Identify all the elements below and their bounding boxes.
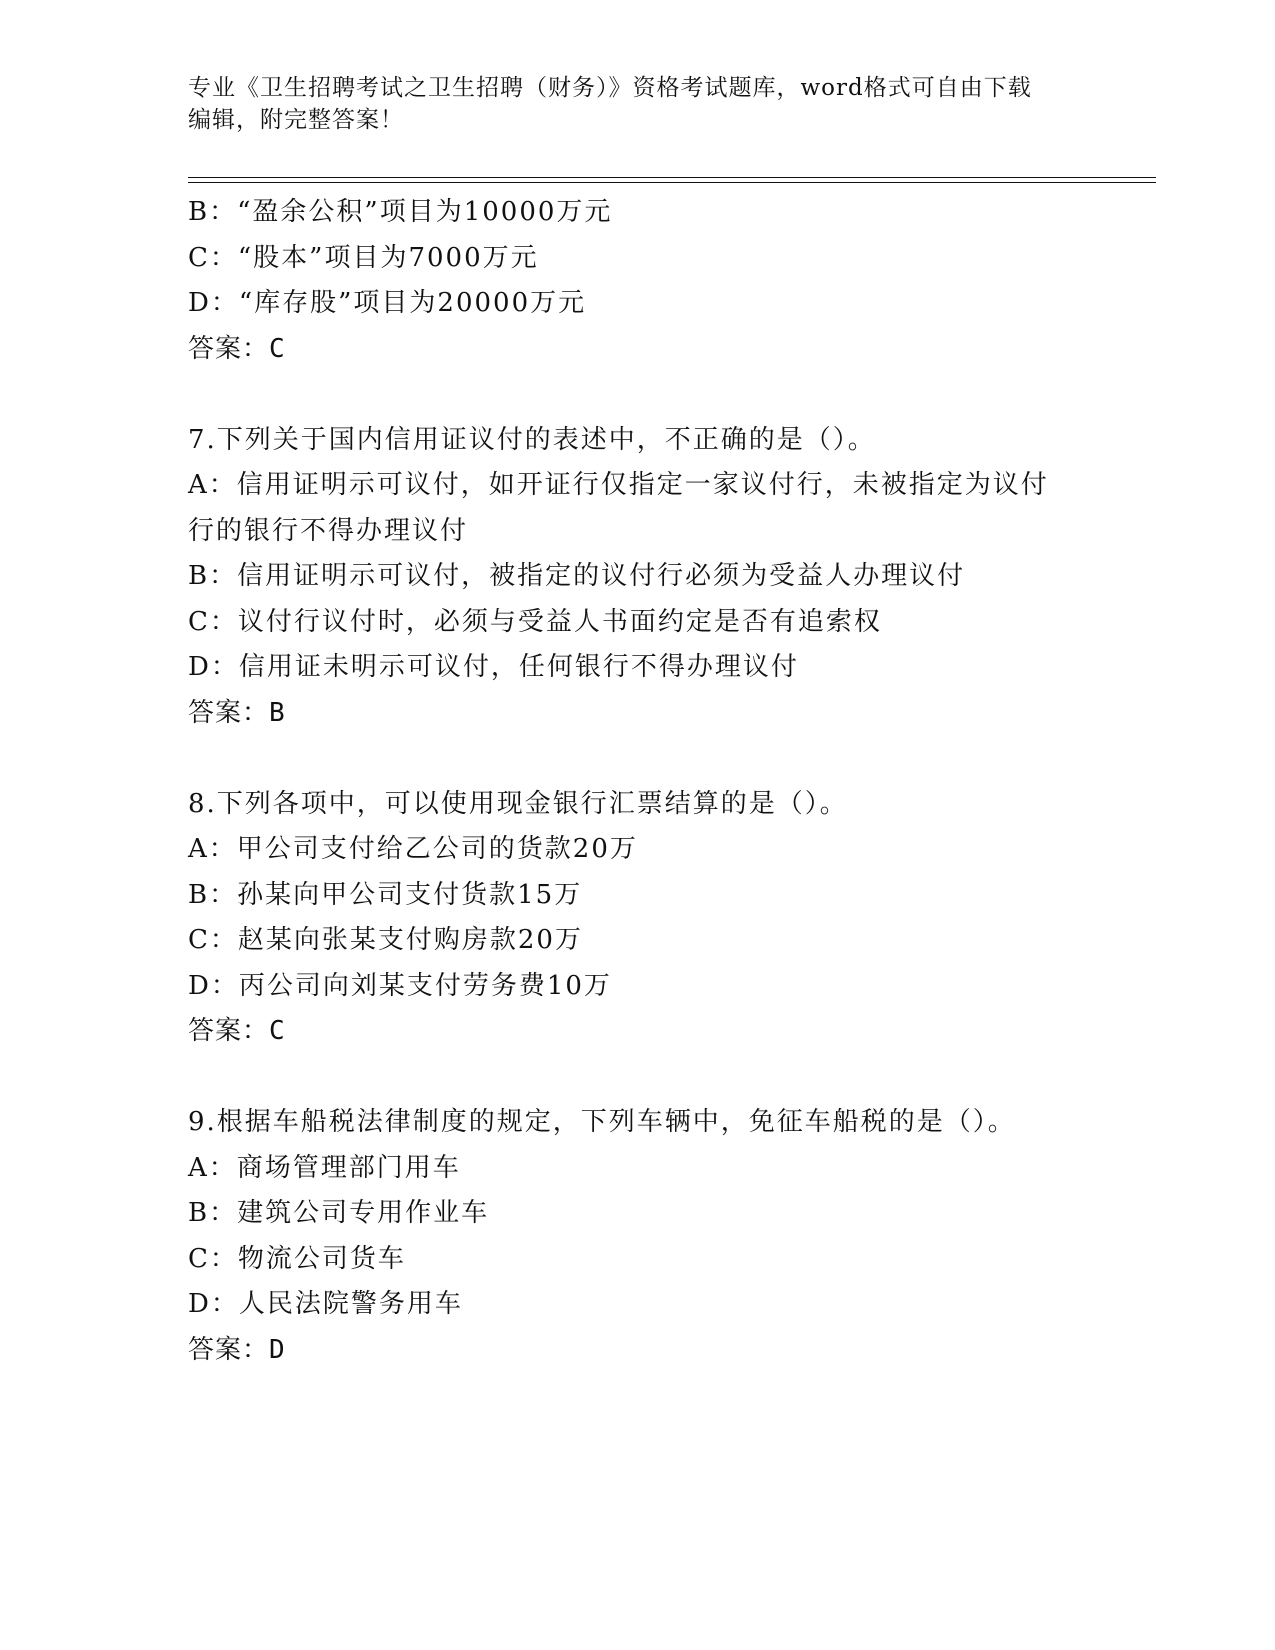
option-d: D：人民法院警务用车	[188, 1289, 463, 1319]
option-b: B：孙某向甲公司支付货款15万	[188, 879, 583, 910]
answer-value: C	[269, 1016, 286, 1046]
header-line-2: 编辑，附完整答案！	[188, 107, 404, 133]
spacer	[188, 1055, 1088, 1101]
option-b: B：信用证明示可议付，被指定的议付行必须为受益人办理议付	[188, 561, 966, 591]
question-stem: 7.下列关于国内信用证议付的表述中，不正确的是（）。	[188, 424, 876, 455]
option-d: D：信用证未明示可议付，任何银行不得办理议付	[188, 652, 799, 682]
option-b: B：“盈余公积”项目为10000万元	[188, 197, 613, 227]
option-a-line-2: 行的银行不得办理议付	[188, 515, 469, 546]
answer-value: B	[269, 697, 286, 728]
answer-value: D	[269, 1334, 286, 1365]
page-header	[188, 72, 1088, 136]
question-7	[188, 418, 1088, 737]
option-d: D：丙公司向刘某支付劳务费10万	[188, 970, 612, 1001]
answer-label: 答案：	[188, 697, 270, 728]
header-line-1: 专业《卫生招聘考试之卫生招聘（财务）》资格考试题库，word格式可自由下载	[188, 75, 1032, 101]
question-list	[188, 190, 1088, 1373]
question-stem: 9.根据车船税法律制度的规定，下列车辆中，免征车船税的是（）。	[188, 1107, 1016, 1137]
option-d: D：“库存股”项目为20000万元	[188, 288, 587, 318]
option-a-line-1: A：信用证明示可议付，如开证行仅指定一家议付行，未被指定为议付	[188, 470, 1049, 500]
question-9	[188, 1100, 1088, 1373]
answer-line	[188, 1009, 1088, 1055]
spacer	[188, 372, 1088, 418]
option-c: C：议付行议付时，必须与受益人书面约定是否有追索权	[188, 606, 882, 637]
answer-line	[188, 691, 1088, 737]
header-divider-top	[188, 177, 1156, 178]
answer-line	[188, 327, 1088, 373]
answer-label: 答案：	[188, 1334, 270, 1365]
option-b: B：建筑公司专用作业车	[188, 1198, 490, 1228]
question-stem: 8.下列各项中，可以使用现金银行汇票结算的是（）。	[188, 788, 848, 819]
option-c: C：赵某向张某支付购房款20万	[188, 925, 583, 955]
question-6	[188, 190, 1088, 372]
option-a: A：商场管理部门用车	[188, 1152, 461, 1183]
answer-value: C	[269, 333, 286, 364]
answer-line	[188, 1328, 1088, 1374]
question-8	[188, 782, 1088, 1055]
spacer	[188, 736, 1088, 782]
option-c: C：“股本”项目为7000万元	[188, 242, 539, 273]
answer-label: 答案：	[188, 333, 270, 364]
header-divider-bottom	[188, 182, 1156, 183]
option-a: A：甲公司支付给乙公司的货款20万	[188, 834, 638, 864]
option-c: C：物流公司货车	[188, 1243, 406, 1274]
answer-label: 答案：	[188, 1016, 270, 1046]
